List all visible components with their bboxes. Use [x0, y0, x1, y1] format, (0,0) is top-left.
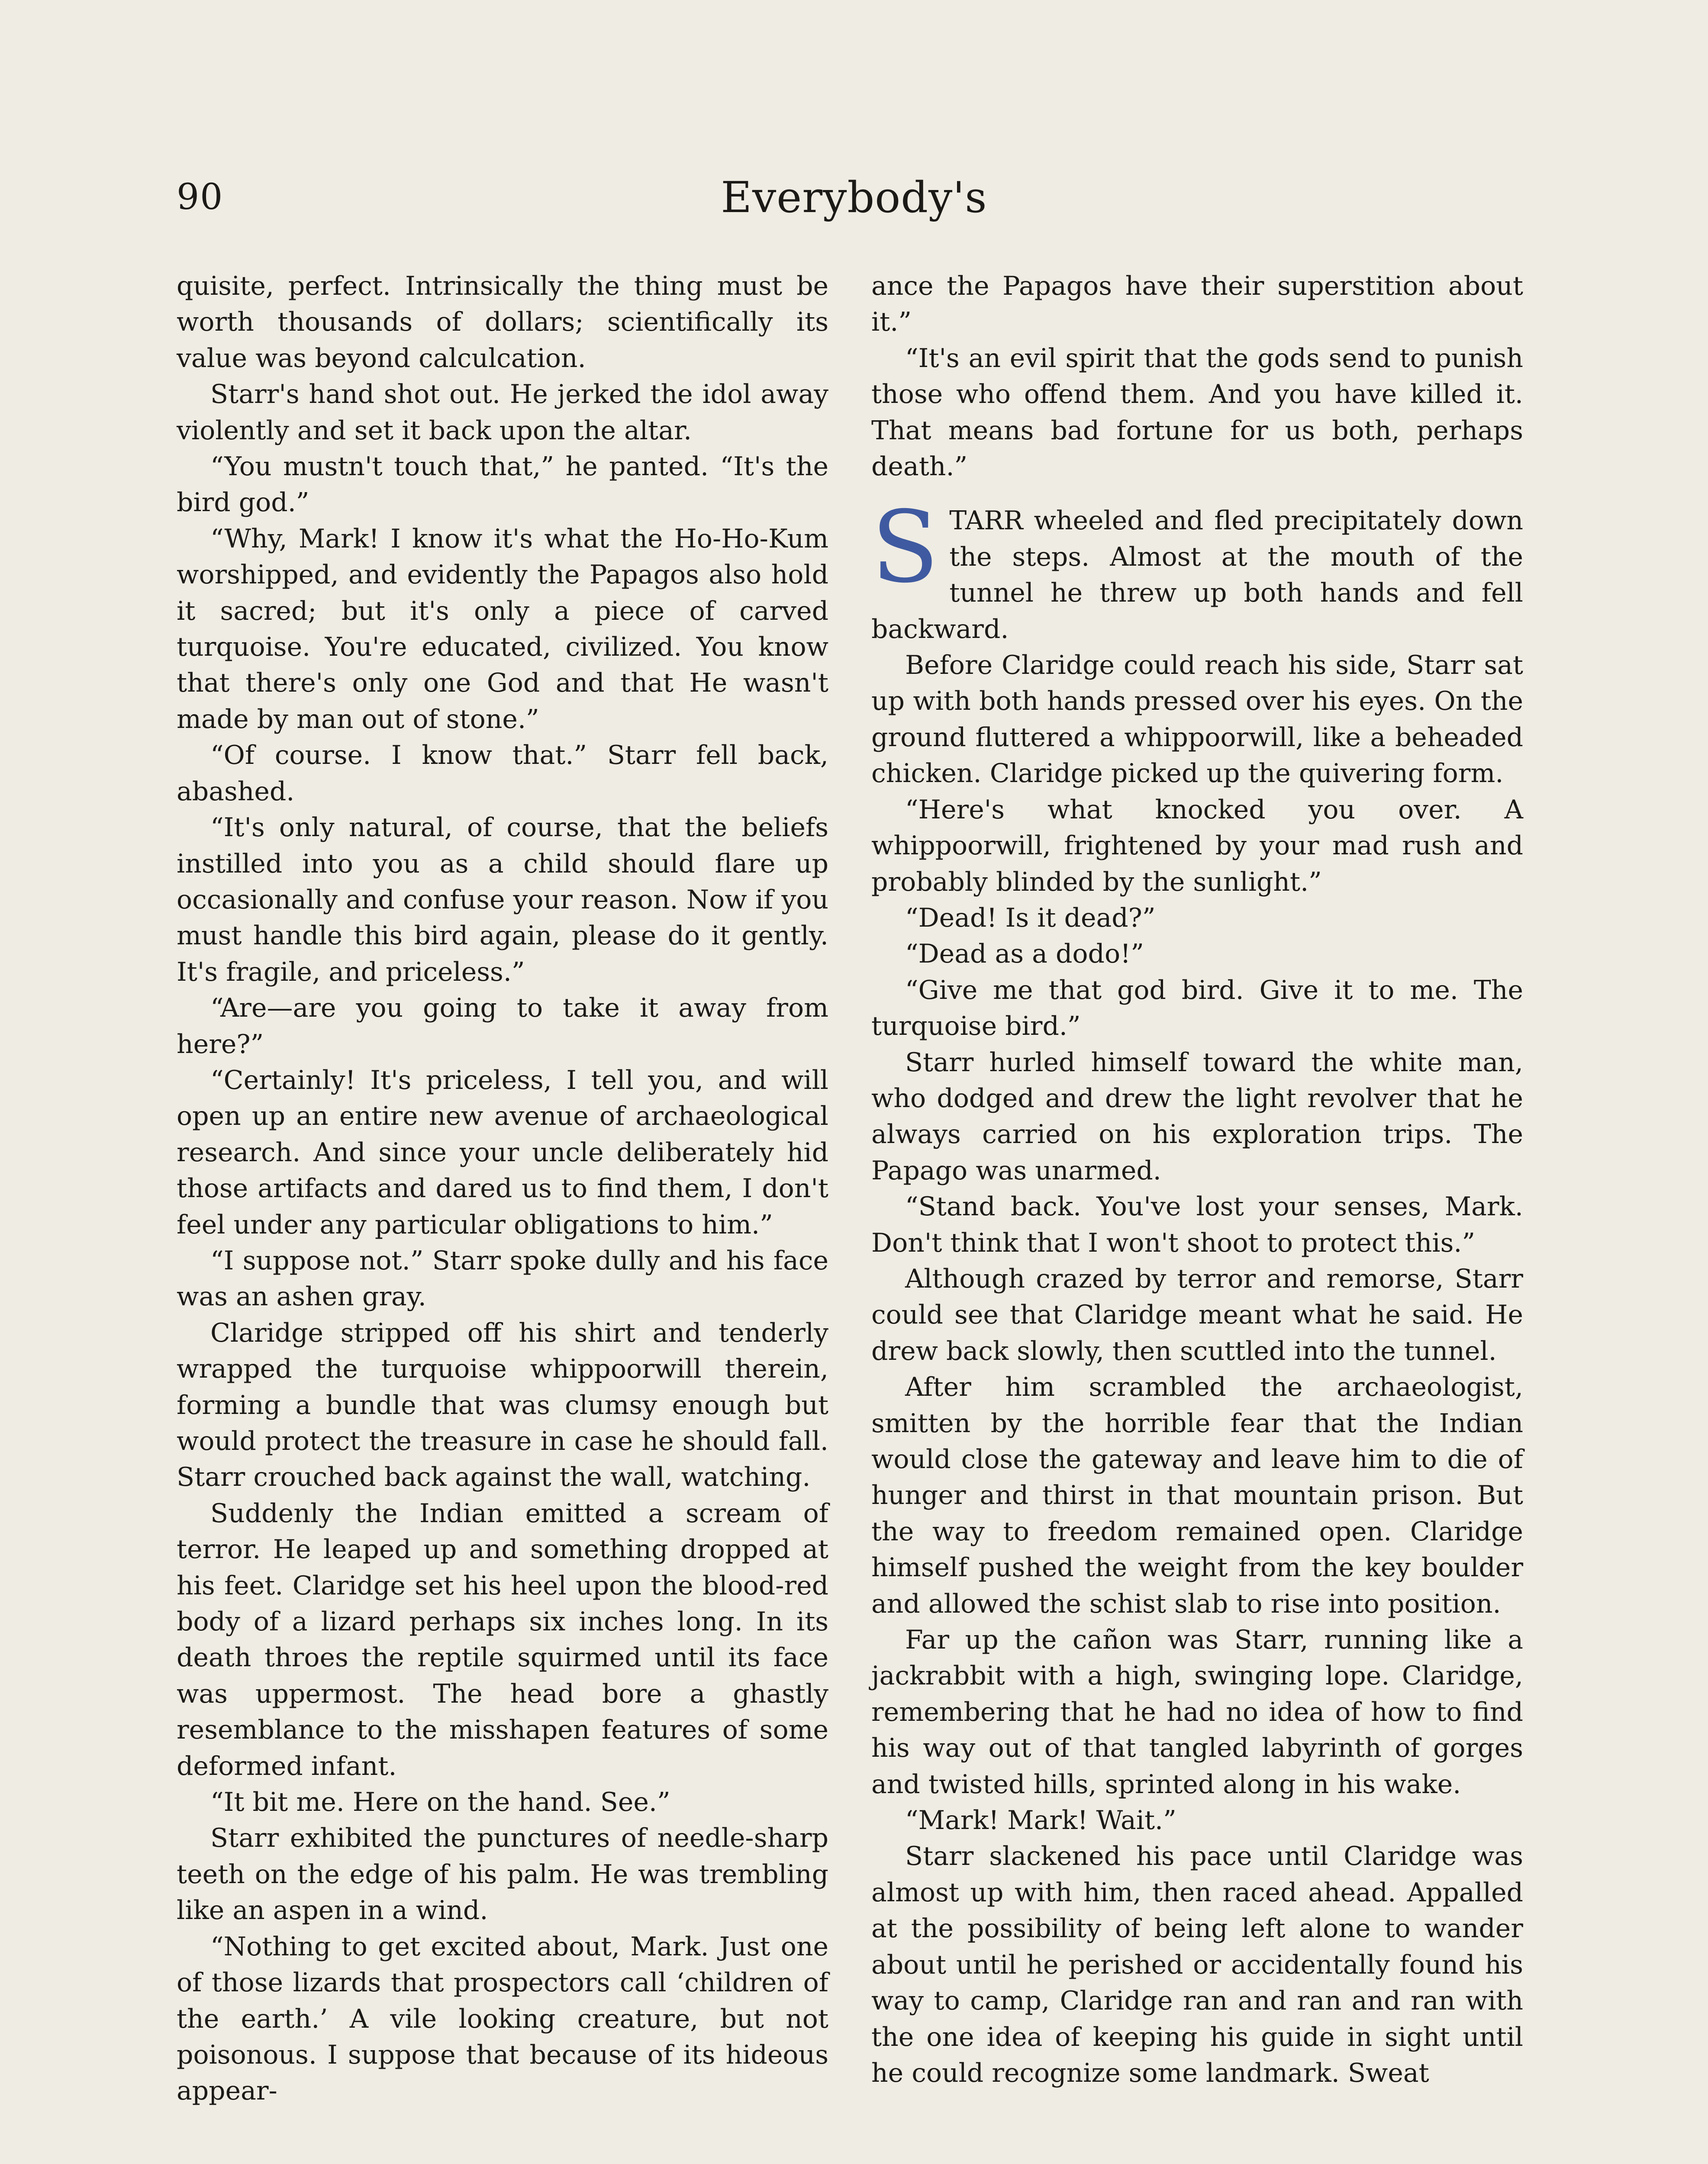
paragraph: “Are—are you going to take it away from here?”	[177, 993, 828, 1059]
paragraph: ance the Papagos have their superstition about it.”	[871, 271, 1523, 338]
paragraph: “Why, Mark! I know it's what the Ho-Ho-Kum worshipped, and evidently the Papagos also hold it sacred; but it's only a piece of carved turquoise. You're educated, civilized. You know that there's only one God and that He wasn't made by man out of stone.”	[177, 523, 828, 734]
drop-cap: S	[871, 489, 939, 605]
paragraph: quisite, perfect. Intrinsically the thing must be worth thousands of dollars; scientifically its value was beyond calculcation.	[177, 271, 828, 374]
section-opening-paragraph	[871, 489, 1523, 647]
paragraph: Suddenly the Indian emitted a scream of terror. He leaped up and something dropped at his feet. Claridge set his heel upon the blood-red body of a lizard perhaps six inches long. In its death throes the reptile squirmed until its face was uppermost. The head bore a ghastly resemblance to the misshapen features of some deformed infant.	[177, 1498, 828, 1781]
paragraph: “It bit me. Here on the hand. See.”	[210, 1787, 670, 1818]
left-column	[177, 268, 828, 2109]
paragraph: “Of course. I know that.” Starr fell back, abashed.	[177, 740, 828, 807]
paragraph: “Mark! Mark! Wait.”	[905, 1805, 1176, 1836]
paragraph-text: TARR wheeled and fled precipitately down the steps. Almost at the mouth of the tunnel he threw up both hands and fell backward.	[871, 506, 1523, 644]
paragraph: “It's an evil spirit that the gods send to punish those who offend them. And you have killed it. That means bad fortune for us both, perhaps death.”	[871, 343, 1523, 482]
paragraph: After him scrambled the archaeologist, smitten by the horrible fear that the Indian would close the gateway and leave him to die of hunger and thirst in that mountain prison. But the way to freedom remained open. Claridge himself pushed the weight from the key boulder and allowed the schist slab to rise into position.	[871, 1372, 1523, 1619]
paragraph: Starr exhibited the punctures of needle-sharp teeth on the edge of his palm. He was trembling like an aspen in a wind.	[177, 1823, 828, 1926]
paragraph: “I suppose not.” Starr spoke dully and his face was an ashen gray.	[177, 1245, 828, 1312]
paragraph: Starr slackened his pace until Claridge was almost up with him, then raced ahead. Appalled at the possibility of being left alone to wander about until he perished or accidentally found his way to camp, Claridge ran and ran and ran with the one idea of keeping his guide in sight until he could recognize some landmark. Sweat	[871, 1841, 1523, 2088]
paragraph: “Certainly! It's priceless, I tell you, and will open up an entire new avenue of archaeological research. And since your uncle deliberately hid those artifacts and dared us to find them, I don't feel under any particular obligations to him.”	[177, 1065, 828, 1240]
paragraph: Claridge stripped off his shirt and tenderly wrapped the turquoise whippoorwill therein, forming a bundle that was clumsy enough but would protect the treasure in case he should fall. Starr crouched back against the wall, watching.	[177, 1317, 828, 1493]
paragraph: Starr hurled himself toward the white man, who dodged and drew the light revolver that he always carried on his exploration trips. The Papago was unarmed.	[871, 1047, 1523, 1186]
paragraph: Starr's hand shot out. He jerked the idol away violently and set it back upon the altar.	[177, 379, 828, 446]
paragraph: “It's only natural, of course, that the beliefs instilled into you as a child should flare up occasionally and confuse your reason. Now if you must handle this bird again, please do it gently. It's fragile, and priceless.”	[177, 812, 828, 987]
paragraph: “Stand back. You've lost your senses, Mark. Don't think that I won't shoot to protect this.”	[871, 1191, 1523, 1258]
paragraph: Before Claridge could reach his side, Starr sat up with both hands pressed over his eyes. On the ground fluttered a whippoorwill, like a beheaded chicken. Claridge picked up the quivering form.	[871, 650, 1523, 789]
paragraph: Although crazed by terror and remorse, Starr could see that Claridge meant what he said. He drew back slowly, then scuttled into the tunnel.	[871, 1263, 1523, 1366]
paragraph: Far up the cañon was Starr, running like a jackrabbit with a high, swinging lope. Claridge, remembering that he had no idea of how to find his way out of that tangled labyrinth of gorges and twisted hills, sprinted along in his wake.	[871, 1625, 1523, 1800]
paragraph: “You mustn't touch that,” he panted. “It's the bird god.”	[177, 451, 828, 518]
paragraph: “Nothing to get excited about, Mark. Just one of those lizards that prospectors call ‘children of the earth.’ A vile looking creature, but not poisonous. I suppose that because of its hideous appear-	[177, 1931, 828, 2106]
paragraph: “Here's what knocked you over. A whippoorwill, frightened by your mad rush and probably blinded by the sunlight.”	[871, 794, 1523, 897]
paragraph: “Dead as a dodo!”	[905, 939, 1144, 969]
paragraph: “Give me that god bird. Give it to me. The turquoise bird.”	[871, 975, 1523, 1042]
paragraph: “Dead! Is it dead?”	[905, 902, 1156, 933]
page-number: 90	[177, 177, 224, 218]
right-column	[871, 268, 1523, 2091]
running-head: Everybody's	[721, 173, 987, 222]
